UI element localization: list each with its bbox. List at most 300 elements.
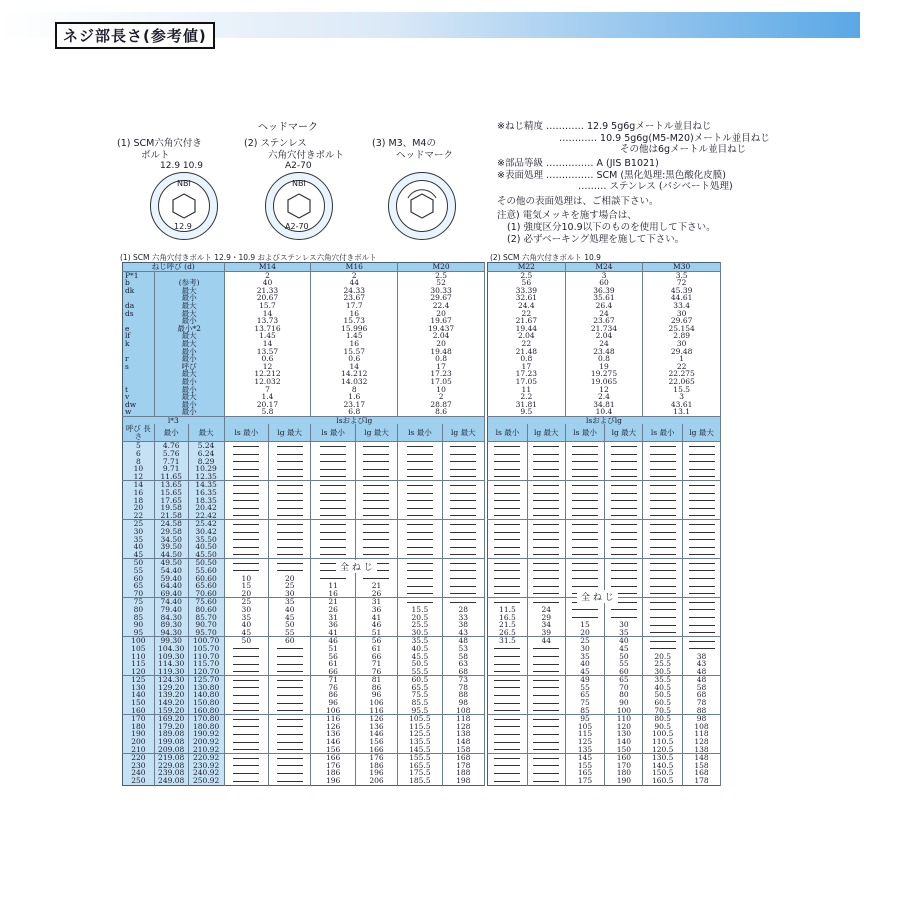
table-cell: 16.35	[188, 489, 224, 497]
table-cell: 5.24	[188, 442, 224, 450]
dim-value: 21.67	[488, 317, 566, 325]
table-cell: 51	[311, 645, 355, 653]
table2-caption: (2) SCM 六角穴付きボルト 10.9	[490, 253, 601, 262]
table-cell	[488, 668, 528, 676]
table-row	[488, 606, 721, 614]
table-cell	[224, 551, 268, 559]
table-cell: 250	[123, 777, 155, 785]
table-cell	[527, 762, 565, 770]
dim-row	[123, 401, 485, 409]
table-cell	[442, 575, 484, 583]
table-cell	[269, 653, 311, 661]
table-cell: 146	[355, 730, 397, 738]
table-row	[488, 551, 721, 559]
table-cell: 158	[442, 746, 484, 754]
table-cell	[224, 715, 268, 723]
table-cell: 100.5	[643, 730, 683, 738]
table-cell: 31	[355, 598, 397, 606]
table-cell	[488, 458, 528, 466]
table-cell: 125.70	[188, 676, 224, 684]
dim-symbol: ds	[123, 310, 155, 318]
dim-value: 13.716	[224, 325, 311, 333]
table-cell	[442, 543, 484, 551]
table-cell: 40	[269, 606, 311, 614]
dim-value: 24	[565, 340, 643, 348]
table-row	[488, 738, 721, 746]
table-cell: 110.5	[643, 738, 683, 746]
dim-value: 45.39	[643, 287, 721, 295]
dim-value: 44.61	[643, 294, 721, 302]
table-cell: 40.5	[398, 645, 442, 653]
table-cell: 220.92	[188, 754, 224, 762]
lslg-label: lsおよびlg	[488, 416, 721, 424]
table-cell: 199.08	[154, 738, 188, 746]
table-cell	[398, 489, 442, 497]
table-row	[488, 762, 721, 770]
table-row	[488, 450, 721, 458]
table-row	[488, 668, 721, 676]
table-cell	[224, 676, 268, 684]
table-cell: 53	[442, 645, 484, 653]
table-cell	[527, 715, 565, 723]
dim-symbol: v	[123, 393, 155, 401]
table-cell	[442, 559, 484, 567]
table-cell: 105.5	[398, 715, 442, 723]
head-mark-3-label2: ヘッドマーク	[396, 150, 454, 161]
table-cell: 8.29	[188, 458, 224, 466]
table-cell	[224, 536, 268, 544]
dim-value: 13.57	[224, 348, 311, 356]
table-cell: 30	[224, 606, 268, 614]
table-cell	[488, 567, 528, 575]
table-cell	[442, 458, 484, 466]
table-cell: 120	[605, 723, 643, 731]
table-cell: 56	[311, 653, 355, 661]
table-row	[488, 582, 721, 590]
table-cell: 88	[683, 707, 721, 715]
table-cell	[311, 465, 355, 473]
note-caution: 注意) 電気メッキを施す場合は、	[497, 210, 637, 221]
table-cell: 44.50	[154, 551, 188, 559]
table-cell	[269, 762, 311, 770]
table-cell: 20	[123, 504, 155, 512]
table-cell	[643, 504, 683, 512]
dim-value: 1.45	[224, 332, 311, 340]
table-cell: 20.42	[188, 504, 224, 512]
table-cell: 8	[123, 458, 155, 466]
table-cell: 68	[683, 691, 721, 699]
table-cell: 36	[355, 606, 397, 614]
table-cell	[442, 520, 484, 528]
table-cell	[311, 504, 355, 512]
table-row	[488, 769, 721, 777]
table-cell	[527, 575, 565, 583]
table-cell	[311, 458, 355, 466]
table-cell	[311, 442, 355, 450]
table-cell	[683, 458, 721, 466]
table-cell	[683, 637, 721, 645]
dim-value: 44	[311, 279, 398, 287]
table-cell	[527, 489, 565, 497]
dim-kind: 最小	[154, 401, 224, 409]
dim-kind: 最小	[154, 294, 224, 302]
table-cell	[398, 520, 442, 528]
table-cell: 100	[605, 707, 643, 715]
table-cell: 90	[123, 621, 155, 629]
hex-socket-icon	[279, 186, 319, 226]
table-cell: 140.80	[188, 691, 224, 699]
table-cell	[605, 536, 643, 544]
table-cell: 150.5	[643, 769, 683, 777]
dim-value: 3.5	[643, 271, 721, 279]
size-label: ねじ呼び (d)	[123, 263, 225, 272]
table-cell	[442, 590, 484, 598]
table-cell	[224, 442, 268, 450]
table-cell: 96	[355, 691, 397, 699]
table-row	[488, 481, 721, 489]
table-cell	[442, 442, 484, 450]
table-cell	[224, 769, 268, 777]
full-thread-label-2: 全 ね じ	[577, 590, 618, 603]
table-cell	[527, 777, 565, 785]
dim-kind: 最大	[154, 302, 224, 310]
table-cell	[269, 497, 311, 505]
dim-kind: 呼び	[154, 363, 224, 371]
table-cell	[355, 497, 397, 505]
dim-value: 2	[311, 271, 398, 279]
dim-kind: 最小	[154, 348, 224, 356]
table-cell	[643, 582, 683, 590]
dim-value: 9.5	[488, 408, 566, 416]
dim-value: 23.67	[311, 294, 398, 302]
table-cell	[565, 543, 605, 551]
table-cell: 125	[123, 676, 155, 684]
dim-symbol: b	[123, 279, 155, 287]
table-cell: 148	[442, 738, 484, 746]
table-cell	[488, 707, 528, 715]
head-mark-2-label1: (2) ステンレス	[244, 138, 307, 149]
table-cell: 15.65	[154, 489, 188, 497]
table-cell: 170	[123, 715, 155, 723]
dim-value: 29.48	[643, 348, 721, 356]
table-cell: 106	[355, 699, 397, 707]
table-cell: 85	[565, 707, 605, 715]
table-cell: 95.70	[188, 629, 224, 637]
table-cell	[442, 536, 484, 544]
table-cell	[683, 614, 721, 622]
table-cell	[442, 497, 484, 505]
dim-row	[123, 325, 485, 333]
table-row	[488, 723, 721, 731]
table-cell	[565, 520, 605, 528]
table-cell: 39.50	[154, 543, 188, 551]
table-cell	[488, 590, 528, 598]
bolt-1-mark-bottom: 12.9	[174, 222, 192, 231]
dim-row	[123, 378, 485, 386]
table-cell	[527, 559, 565, 567]
dim-kind: 最大	[154, 393, 224, 401]
table-cell	[527, 645, 565, 653]
table-row	[488, 473, 721, 481]
table-row	[488, 458, 721, 466]
table-cell: 90.70	[188, 621, 224, 629]
dim-value: 14.212	[311, 370, 398, 378]
table-cell: 130.5	[643, 754, 683, 762]
table-row	[488, 567, 721, 575]
table-cell: 30.5	[643, 668, 683, 676]
table-cell: 20.5	[398, 614, 442, 622]
table-cell	[488, 473, 528, 481]
dim-symbol: t	[123, 386, 155, 394]
table-cell: 180.80	[188, 723, 224, 731]
table-cell	[683, 465, 721, 473]
table-cell	[269, 465, 311, 473]
table-cell	[565, 582, 605, 590]
table-row	[488, 660, 721, 668]
dim-value: 2.04	[488, 332, 566, 340]
table-cell	[269, 668, 311, 676]
head-mark-3-label1: (3) M3、M4の	[372, 138, 436, 149]
table-cell	[224, 645, 268, 653]
table-cell	[269, 450, 311, 458]
table-cell	[605, 567, 643, 575]
table-cell: 168	[683, 769, 721, 777]
table-cell: 185.5	[398, 777, 442, 785]
dim-value: 60	[565, 279, 643, 287]
column-header: lg 最大	[683, 424, 721, 442]
table-cell: 110	[123, 653, 155, 661]
table-cell	[488, 754, 528, 762]
table-cell	[488, 575, 528, 583]
table-cell	[311, 543, 355, 551]
table-row	[488, 465, 721, 473]
table-cell	[224, 504, 268, 512]
table-cell: 46	[311, 637, 355, 645]
table-cell: 240.92	[188, 769, 224, 777]
table-cell	[398, 536, 442, 544]
table-cell: 55	[605, 660, 643, 668]
table-cell	[643, 465, 683, 473]
table-cell	[527, 442, 565, 450]
table-cell	[565, 481, 605, 489]
table-cell	[224, 723, 268, 731]
table-cell	[605, 575, 643, 583]
table-cell: 176	[355, 754, 397, 762]
table-cell: 25	[123, 520, 155, 528]
table-row	[488, 504, 721, 512]
table-cell	[527, 754, 565, 762]
dim-value: 29.67	[643, 317, 721, 325]
table-cell	[527, 497, 565, 505]
table-cell: 16	[123, 489, 155, 497]
table-cell: 120.70	[188, 668, 224, 676]
dim-value: 23.17	[311, 401, 398, 409]
table-cell: 50.5	[643, 691, 683, 699]
dim-value: 34.81	[565, 401, 643, 409]
table-cell	[643, 637, 683, 645]
table-row	[488, 621, 721, 629]
table-cell	[527, 520, 565, 528]
table-cell	[527, 536, 565, 544]
table-cell	[488, 465, 528, 473]
table-cell	[488, 723, 528, 731]
table-cell	[683, 621, 721, 629]
table-cell	[269, 473, 311, 481]
table-cell	[355, 528, 397, 536]
table-cell	[224, 777, 268, 785]
table-cell: 158	[683, 762, 721, 770]
table-cell: 5.76	[154, 450, 188, 458]
table-cell	[683, 543, 721, 551]
table-cell	[269, 777, 311, 785]
table-cell: 63	[442, 660, 484, 668]
table-cell: 168	[442, 754, 484, 762]
table-cell	[224, 707, 268, 715]
table-cell: 29.58	[154, 528, 188, 536]
table-cell: 13.65	[154, 481, 188, 489]
dim-value: 19.065	[565, 378, 643, 386]
table-cell: 40.50	[188, 543, 224, 551]
table-cell	[488, 653, 528, 661]
table-cell: 129.20	[154, 684, 188, 692]
table-cell: 45.5	[398, 653, 442, 661]
table-cell	[683, 520, 721, 528]
table-cell	[224, 543, 268, 551]
table-cell	[643, 614, 683, 622]
table-cell	[683, 489, 721, 497]
table-cell	[527, 458, 565, 466]
table-cell: 44	[527, 637, 565, 645]
table-cell	[643, 497, 683, 505]
table-cell	[683, 629, 721, 637]
table-cell	[565, 512, 605, 520]
table-cell	[269, 551, 311, 559]
table-cell: 21.5	[488, 621, 528, 629]
table-cell: 45	[123, 551, 155, 559]
table-cell	[527, 746, 565, 754]
table-cell: 108	[683, 723, 721, 731]
table-cell	[488, 497, 528, 505]
table-cell	[355, 473, 397, 481]
table-cell	[527, 723, 565, 731]
table-cell: 130	[605, 730, 643, 738]
table-cell: 21	[355, 582, 397, 590]
dim-value: 13.73	[224, 317, 311, 325]
dim-value: 14	[311, 363, 398, 371]
table-cell: 20	[224, 590, 268, 598]
table-cell: 16	[311, 590, 355, 598]
table-cell: 33	[442, 614, 484, 622]
table-cell: 45	[224, 629, 268, 637]
table-cell	[488, 660, 528, 668]
table-cell: 115.70	[188, 660, 224, 668]
table-cell	[355, 504, 397, 512]
column-header: ls 最小	[224, 424, 268, 442]
table-cell	[355, 543, 397, 551]
table-cell: 200	[123, 738, 155, 746]
table-cell: 35	[123, 536, 155, 544]
table-cell	[224, 746, 268, 754]
table-row	[488, 699, 721, 707]
table-cell: 155.5	[398, 754, 442, 762]
table-cell	[311, 481, 355, 489]
table-cell: 30.42	[188, 528, 224, 536]
table-cell	[683, 504, 721, 512]
table-cell: 78	[683, 699, 721, 707]
table-cell: 219.08	[154, 754, 188, 762]
table-cell	[224, 668, 268, 676]
dim-value: 20.17	[224, 401, 311, 409]
table-cell	[269, 730, 311, 738]
table-cell	[488, 559, 528, 567]
table-cell	[565, 575, 605, 583]
table-cell: 49.50	[154, 559, 188, 567]
table-cell: 48	[442, 637, 484, 645]
table-cell: 178	[683, 777, 721, 785]
table-cell	[269, 512, 311, 520]
table-cell: 60.60	[188, 575, 224, 583]
dim-value: 10.4	[565, 408, 643, 416]
table-cell: 51	[355, 629, 397, 637]
table-cell: 200.92	[188, 738, 224, 746]
dim-value: 19.275	[565, 370, 643, 378]
full-thread-label-1: 全 ね じ	[336, 560, 377, 573]
table-row	[488, 691, 721, 699]
table-cell: 239.08	[154, 769, 188, 777]
table-cell: 25	[269, 582, 311, 590]
table-cell: 140.5	[643, 762, 683, 770]
dim-row	[123, 355, 485, 363]
table-row	[488, 575, 721, 583]
table-cell	[269, 691, 311, 699]
table-cell	[224, 653, 268, 661]
table-cell	[643, 442, 683, 450]
table-cell: 135.5	[398, 738, 442, 746]
table-cell	[683, 567, 721, 575]
dim-symbol	[123, 370, 155, 378]
table-cell	[269, 684, 311, 692]
dim-value: 20	[398, 310, 485, 318]
table-row	[488, 746, 721, 754]
table-cell	[488, 715, 528, 723]
table1-caption: (1) SCM 六角穴付きボルト 12.9・10.9 およびステンレス六角穴付きボルト	[120, 253, 377, 262]
table-cell: 16.5	[488, 614, 528, 622]
dim-kind: 最小	[154, 355, 224, 363]
dim-value: 6.8	[311, 408, 398, 416]
table-cell: 31	[311, 614, 355, 622]
dim-value: 2	[224, 271, 311, 279]
dim-value: 22	[643, 363, 721, 371]
table-cell: 115	[565, 730, 605, 738]
table-cell	[355, 520, 397, 528]
dim-value: 10	[398, 386, 485, 394]
dim-value: 3	[643, 393, 721, 401]
dim-value: 14	[224, 340, 311, 348]
dim-symbol: da	[123, 302, 155, 310]
table-cell	[527, 699, 565, 707]
table-cell	[311, 497, 355, 505]
table-cell	[683, 598, 721, 606]
table-cell	[269, 489, 311, 497]
size-header: M22	[488, 263, 566, 272]
dim-value: 52	[398, 279, 485, 287]
dim-value: 15.57	[311, 348, 398, 356]
table-cell: 65	[565, 691, 605, 699]
table-cell	[527, 512, 565, 520]
dim-value: 29.67	[398, 294, 485, 302]
table-cell	[355, 489, 397, 497]
table-cell: 70	[123, 590, 155, 598]
